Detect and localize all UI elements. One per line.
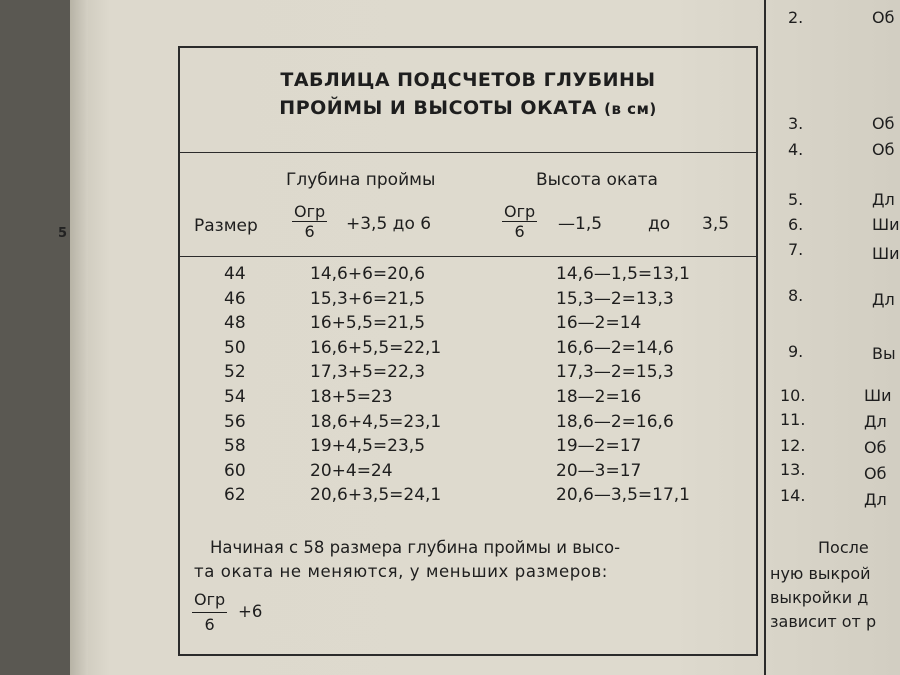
list-item-text: Дл: [864, 412, 887, 431]
note-fraction-numerator: Огр: [192, 588, 227, 613]
table-row: [180, 387, 756, 412]
list-item-number: 8.: [788, 286, 804, 305]
list-item-text: Ши: [872, 244, 900, 263]
row-size: 54: [224, 386, 246, 407]
table-row: [180, 313, 756, 338]
list-item-text: Об: [864, 438, 887, 457]
list-item-text: Дл: [872, 290, 895, 309]
table-row: [180, 289, 756, 314]
row-depth: 18+5=23: [310, 386, 393, 407]
row-height: 16,6—2=14,6: [556, 337, 674, 358]
column-rule: [764, 0, 766, 675]
col-header-height: Высота оката: [536, 170, 658, 190]
row-size: 44: [224, 264, 246, 284]
row-height: 20,6—3,5=17,1: [556, 485, 690, 506]
list-item-number: 14.: [780, 486, 806, 505]
row-height: 14,6—1,5=13,1: [556, 264, 690, 284]
list-item-number: 9.: [788, 342, 804, 361]
paragraph-line-2: ную выкрой: [770, 564, 871, 583]
list-item-text: Ши: [864, 386, 892, 405]
row-height: 18,6—2=16,6: [556, 411, 674, 432]
table-row: [180, 485, 756, 510]
table-row: [180, 436, 756, 461]
list-item-number: 10.: [780, 386, 806, 405]
title-unit: (в см): [604, 100, 657, 118]
paragraph-line-1: После: [818, 538, 869, 557]
row-depth: 20+4=24: [310, 460, 393, 481]
list-item-text: Вы: [872, 344, 896, 363]
row-height: 16—2=14: [556, 313, 642, 334]
depth-fraction: [292, 202, 327, 241]
note-fraction-tail: +6: [238, 602, 263, 621]
height-fraction-denominator: 6: [514, 222, 525, 241]
row-height: 17,3—2=15,3: [556, 362, 674, 383]
title-line-2: [180, 94, 756, 123]
col-header-depth: Глубина проймы: [286, 170, 436, 190]
row-size: 58: [224, 436, 246, 457]
page-edge: [70, 0, 88, 675]
list-item-text: Об: [864, 464, 887, 483]
title-line-1: ТАБЛИЦА ПОДСЧЕТОВ ГЛУБИНЫ: [280, 69, 656, 91]
list-item-text: Дл: [864, 490, 887, 509]
note-line-2: та оката не меняются, у меньших размеров:: [194, 562, 608, 581]
list-item-number: 13.: [780, 460, 806, 479]
divider-header: [180, 256, 756, 257]
divider-top: [180, 152, 756, 153]
margin-page-number: 5: [58, 226, 68, 241]
depth-formula-tail: +3,5 до 6: [346, 214, 432, 234]
row-depth: 19+4,5=23,5: [310, 436, 426, 457]
row-depth: 16,6+5,5=22,1: [310, 337, 442, 358]
row-size: 46: [224, 288, 246, 309]
list-item-text: Ши: [872, 215, 900, 234]
row-depth: 20,6+3,5=24,1: [310, 485, 442, 506]
list-item-number: 7.: [788, 240, 804, 259]
row-height: 20—3=17: [556, 460, 642, 481]
row-size: 56: [224, 411, 246, 432]
height-fraction-numerator: Огр: [504, 202, 536, 221]
note-line-1: Начиная с 58 размера глубина проймы и высо-: [210, 538, 621, 557]
list-item-number: 4.: [788, 140, 804, 159]
row-depth: 15,3+6=21,5: [310, 288, 426, 309]
list-item-number: 5.: [788, 190, 804, 209]
list-item-number: 3.: [788, 114, 804, 133]
note-fraction: [192, 588, 227, 637]
row-depth: 17,3+5=22,3: [310, 362, 426, 383]
list-item-text: Об: [872, 140, 895, 159]
row-size: 60: [224, 460, 246, 481]
list-item-text: Об: [872, 8, 895, 27]
row-depth: 16+5,5=21,5: [310, 313, 426, 334]
title-line-2-text: ПРОЙМЫ И ВЫСОТЫ ОКАТА: [279, 97, 597, 119]
table-title: [180, 66, 756, 123]
size-label: Размер: [194, 216, 258, 236]
row-height: 18—2=16: [556, 386, 642, 407]
list-item-text: Об: [872, 114, 895, 133]
height-formula-tail-a: —1,5: [558, 214, 603, 234]
paragraph-line-3: выкройки д: [770, 588, 869, 607]
paragraph-line-4: зависит от р: [770, 612, 877, 631]
table-row: [180, 461, 756, 486]
table-rows: [180, 264, 756, 510]
table-row: [180, 338, 756, 363]
table-row: [180, 412, 756, 437]
depth-fraction-denominator: 6: [304, 222, 315, 241]
row-size: 50: [224, 337, 246, 358]
list-item-number: 6.: [788, 215, 804, 234]
row-size: 62: [224, 485, 246, 506]
list-item-number: 2.: [788, 8, 804, 27]
row-size: 52: [224, 362, 246, 383]
table-box: [178, 46, 758, 656]
note-fraction-denominator: 6: [204, 615, 215, 634]
row-height: 19—2=17: [556, 436, 642, 457]
depth-fraction-numerator: Огр: [294, 202, 326, 221]
row-depth: 18,6+4,5=23,1: [310, 411, 442, 432]
height-fraction: [502, 202, 537, 241]
list-item-number: 12.: [780, 436, 806, 455]
table-row: [180, 362, 756, 387]
height-formula-tail-c: 3,5: [702, 214, 730, 234]
list-item-text: Дл: [872, 190, 895, 209]
list-item-number: 11.: [780, 410, 806, 429]
row-height: 15,3—2=13,3: [556, 288, 674, 309]
table-row: [180, 264, 756, 289]
row-size: 48: [224, 313, 246, 334]
row-depth: 14,6+6=20,6: [310, 264, 426, 284]
height-formula-tail-b: до: [648, 214, 671, 234]
